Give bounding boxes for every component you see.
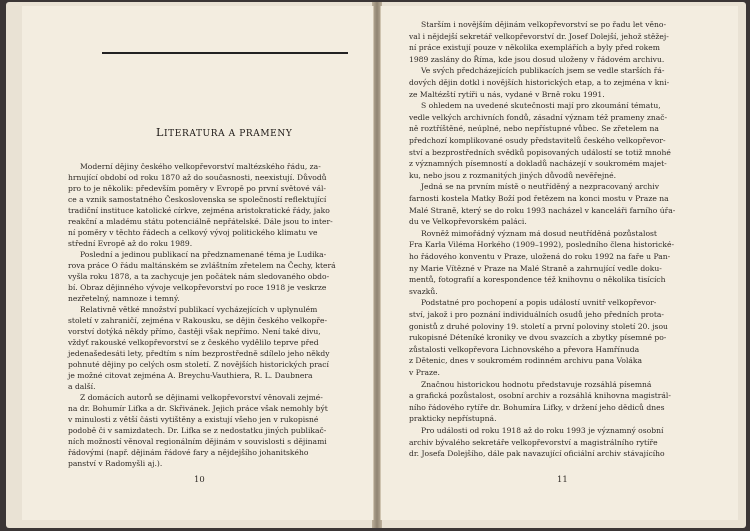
text-line: ství a bezprostředních svědků popisovaných událostí se totiž mnohé (409, 147, 671, 157)
header-rule (102, 52, 348, 54)
text-line: vorství dotýká někdy přímo, častěji však nepřímo. Není také divu, (68, 327, 321, 336)
text-line: rukopisné Déteníké kroniky ve dvou svazcích a zbytky písemné po- (409, 333, 667, 343)
text-line: pohnuté dějiny po celých osm století. Z novějších historických prací (68, 360, 329, 369)
text-line: století v zahraničí, zejména v Rakousku, se dějin českého velkopře- (68, 316, 328, 325)
text-line: střední Evropě až do roku 1989. (68, 239, 193, 248)
text-line: ze Maltézští rytíři u nás, vydané v Brně roku 1991. (409, 89, 605, 99)
text-line: Podstatné pro pochopení a popis událostí uvnitř velkopřevor- (421, 298, 657, 308)
text-line: Z domácích autorů se dějinami velkopřevorství věnovali zejmé- (80, 393, 323, 402)
text-line: 1989 zaslány do Říma, kde jsou dosud uloženy v řádovém archivu. (409, 54, 665, 64)
text-line: je možné citovat zejména A. Breychu-Vauthiera, R. L. Daubnera (68, 371, 313, 380)
text-line: prakticky nepřístupná. (409, 414, 497, 424)
text-line: z Dětenic, dnes v soukromém rodinném archivu pana Voláka (409, 356, 643, 366)
page-heading (156, 126, 292, 139)
text-line: Moderní dějiny českého velkopřevorství maltézského řádu, za- (80, 162, 321, 171)
text-line: S ohledem na uvedené skutečnosti mají pro zkoumání tématu, (421, 101, 661, 111)
text-line: řádovými (např. dějinám řádové fary a nějdejšího johanitského (68, 448, 309, 457)
text-line: podobě či v samizdatech. Dr. Lifka se z nedostatku jiných publikač- (68, 426, 327, 435)
text-line: Poslední a jedinou publikací na předznamenané téma je Ludika- (80, 250, 327, 259)
text-line: nezřetelný, namnoze i temný. (68, 294, 180, 303)
text-line: Fra Karla Viléma Horkého (1909–1992), posledního člena historické- (409, 240, 675, 250)
heading-initial: L (156, 126, 165, 139)
text-line: ství, jakož i pro poznání individuálních osudů jeho předních prota- (409, 310, 664, 319)
left-page (22, 6, 374, 520)
text-line: du ve Velkopřevorském paláci. (409, 217, 527, 227)
text-line: Pro události od roku 1918 až do roku 1993 je významný osobní (421, 426, 664, 435)
text-line: ho řádového konventu v Praze, uložená do roku 1992 na faře u Pan- (409, 252, 671, 261)
text-line: rova práce O řádu maltánském se zvláštním zřetelem na Čechy, která (68, 261, 336, 270)
text-line: ní práce existují pouze v několika exemplářích a byly před rokem (409, 43, 660, 53)
text-line: gonistů z druhé poloviny 19. století a první poloviny století 20. jsou (409, 321, 668, 331)
right-page (380, 6, 738, 520)
text-line: Jedná se na prvním místě o neutříděný a nezpracovaný archiv (421, 182, 659, 192)
text-line: farnosti kostela Matky Boží pod řetězem na konci mostu v Praze na (409, 194, 669, 203)
text-line: předchozí komplikované osudy představitelů českého velkopřevor- (409, 136, 666, 145)
text-line: Starším i novějším dějinám velkopřevorství se po řadu let věno- (421, 20, 667, 29)
text-line: ních možností věnoval regionálním dějinám v souvislosti s dějinami (68, 437, 327, 446)
text-line: tradiční instituce katolické církve, zejména aristokratické řády, jako (68, 206, 330, 215)
text-line: ní poměry v těchto řádech a celkový vývoj politického klimatu ve (68, 228, 318, 237)
text-line: z významných písemností a dokladů nacházejí v soukromém majet- (409, 159, 667, 169)
page-number-left: 10 (194, 474, 205, 484)
text-line: archiv bývalého sekretáře velkopřevorství a magistrálního rytíře (409, 437, 658, 447)
text-line: svazků. (409, 286, 438, 296)
text-line: a grafická pozůstalost, osobní archiv a rozsáhlá knihovna magistrál- (409, 391, 671, 401)
text-line: ce a vznik samostatného Československa se společností reflektující (68, 195, 327, 204)
text-line: pro to je několik: především poměry v Evropě po první světové vál- (68, 184, 326, 193)
text-line: reakční a mladému státu potenciálně nepřátelské. Dále jsou to inter- (68, 217, 333, 226)
text-line: ny Marie Vítězné v Praze na Malé Straně a zahrnující vedle doku- (409, 263, 662, 273)
text-line: ku, nebo jsou z rozmanitých jiných důvodů nevěřejné. (409, 170, 616, 180)
text-line: hrnující období od roku 1870 až do současnosti, neexistují. Důvodů (68, 173, 327, 182)
text-line: val i nějdejší sekretář velkopřevorství dr. Josef Dolejší, jehož stěžej- (409, 31, 669, 41)
heading-rest: ITERATURA A PRAMENY (164, 129, 293, 139)
text-line: zůstalosti velkopřevora Lichnovského a převora Hamřínuda (409, 344, 640, 354)
page-number-right: 11 (557, 474, 568, 484)
open-book (6, 2, 746, 528)
text-line: bí. Obraz dějinného vývoje velkopřevorství po roce 1918 je veskrze (68, 283, 327, 292)
text-line: vyšla roku 1878, a ta zachycuje jen počátek nám sledovaného obdo- (68, 272, 330, 281)
text-line: vždyť rakouské velkopřevorství se z českého vydělilo teprve před (68, 338, 319, 347)
text-line: Malé Straně, který se do roku 1993 nacházel v kanceláři farního úřa- (409, 205, 676, 215)
text-line: ně roztříštěné, neúplné, nebo nepřístupné vůbec. Se zřetelem na (409, 124, 659, 134)
text-line: ního řádového rytíře dr. Bohumíra Lifky, v držení jeho dědiců dnes (409, 402, 665, 412)
text-line: vedle velkých archivních fondů, zásadní význam též prameny znač- (409, 112, 668, 122)
text-line: Relativně větké množství publikací vycházejících v uplynulém (80, 305, 318, 314)
text-line: panství v Radomyšli aj.). (68, 459, 163, 468)
text-line: Rovněž mimořádný význam má dosud neutříděná pozůstalost (421, 228, 657, 238)
text-line: dr. Josefa Dolejšího, dále pak navazující oficiální archiv stávajícího (409, 449, 665, 459)
text-line: mentů, fotografií a korespondence též knihovnu o několika tisících (409, 275, 666, 285)
text-line: v minulosti z větší části vytištěny a existují všeho jen v rukopisné (68, 415, 319, 424)
text-line: na dr. Bohumír Lifka a dr. Skřivánek. Jejich práce však nemohly být (68, 404, 328, 413)
text-line: v Praze. (409, 368, 440, 377)
text-line: a další. (68, 382, 96, 391)
text-line: Značnou historickou hodnotu představuje rozsáhlá písemná (421, 379, 652, 389)
text-line: Ve svých předcházejících publikacích jsem se vedle starších řá- (421, 66, 665, 76)
text-line: dových dějin dotkl i novějších historických etap, a to zejména v kni- (409, 78, 670, 87)
text-line: jedenašedesáti lety, předtím s ním bezprostředně sdílelo jeho někdy (68, 349, 330, 358)
